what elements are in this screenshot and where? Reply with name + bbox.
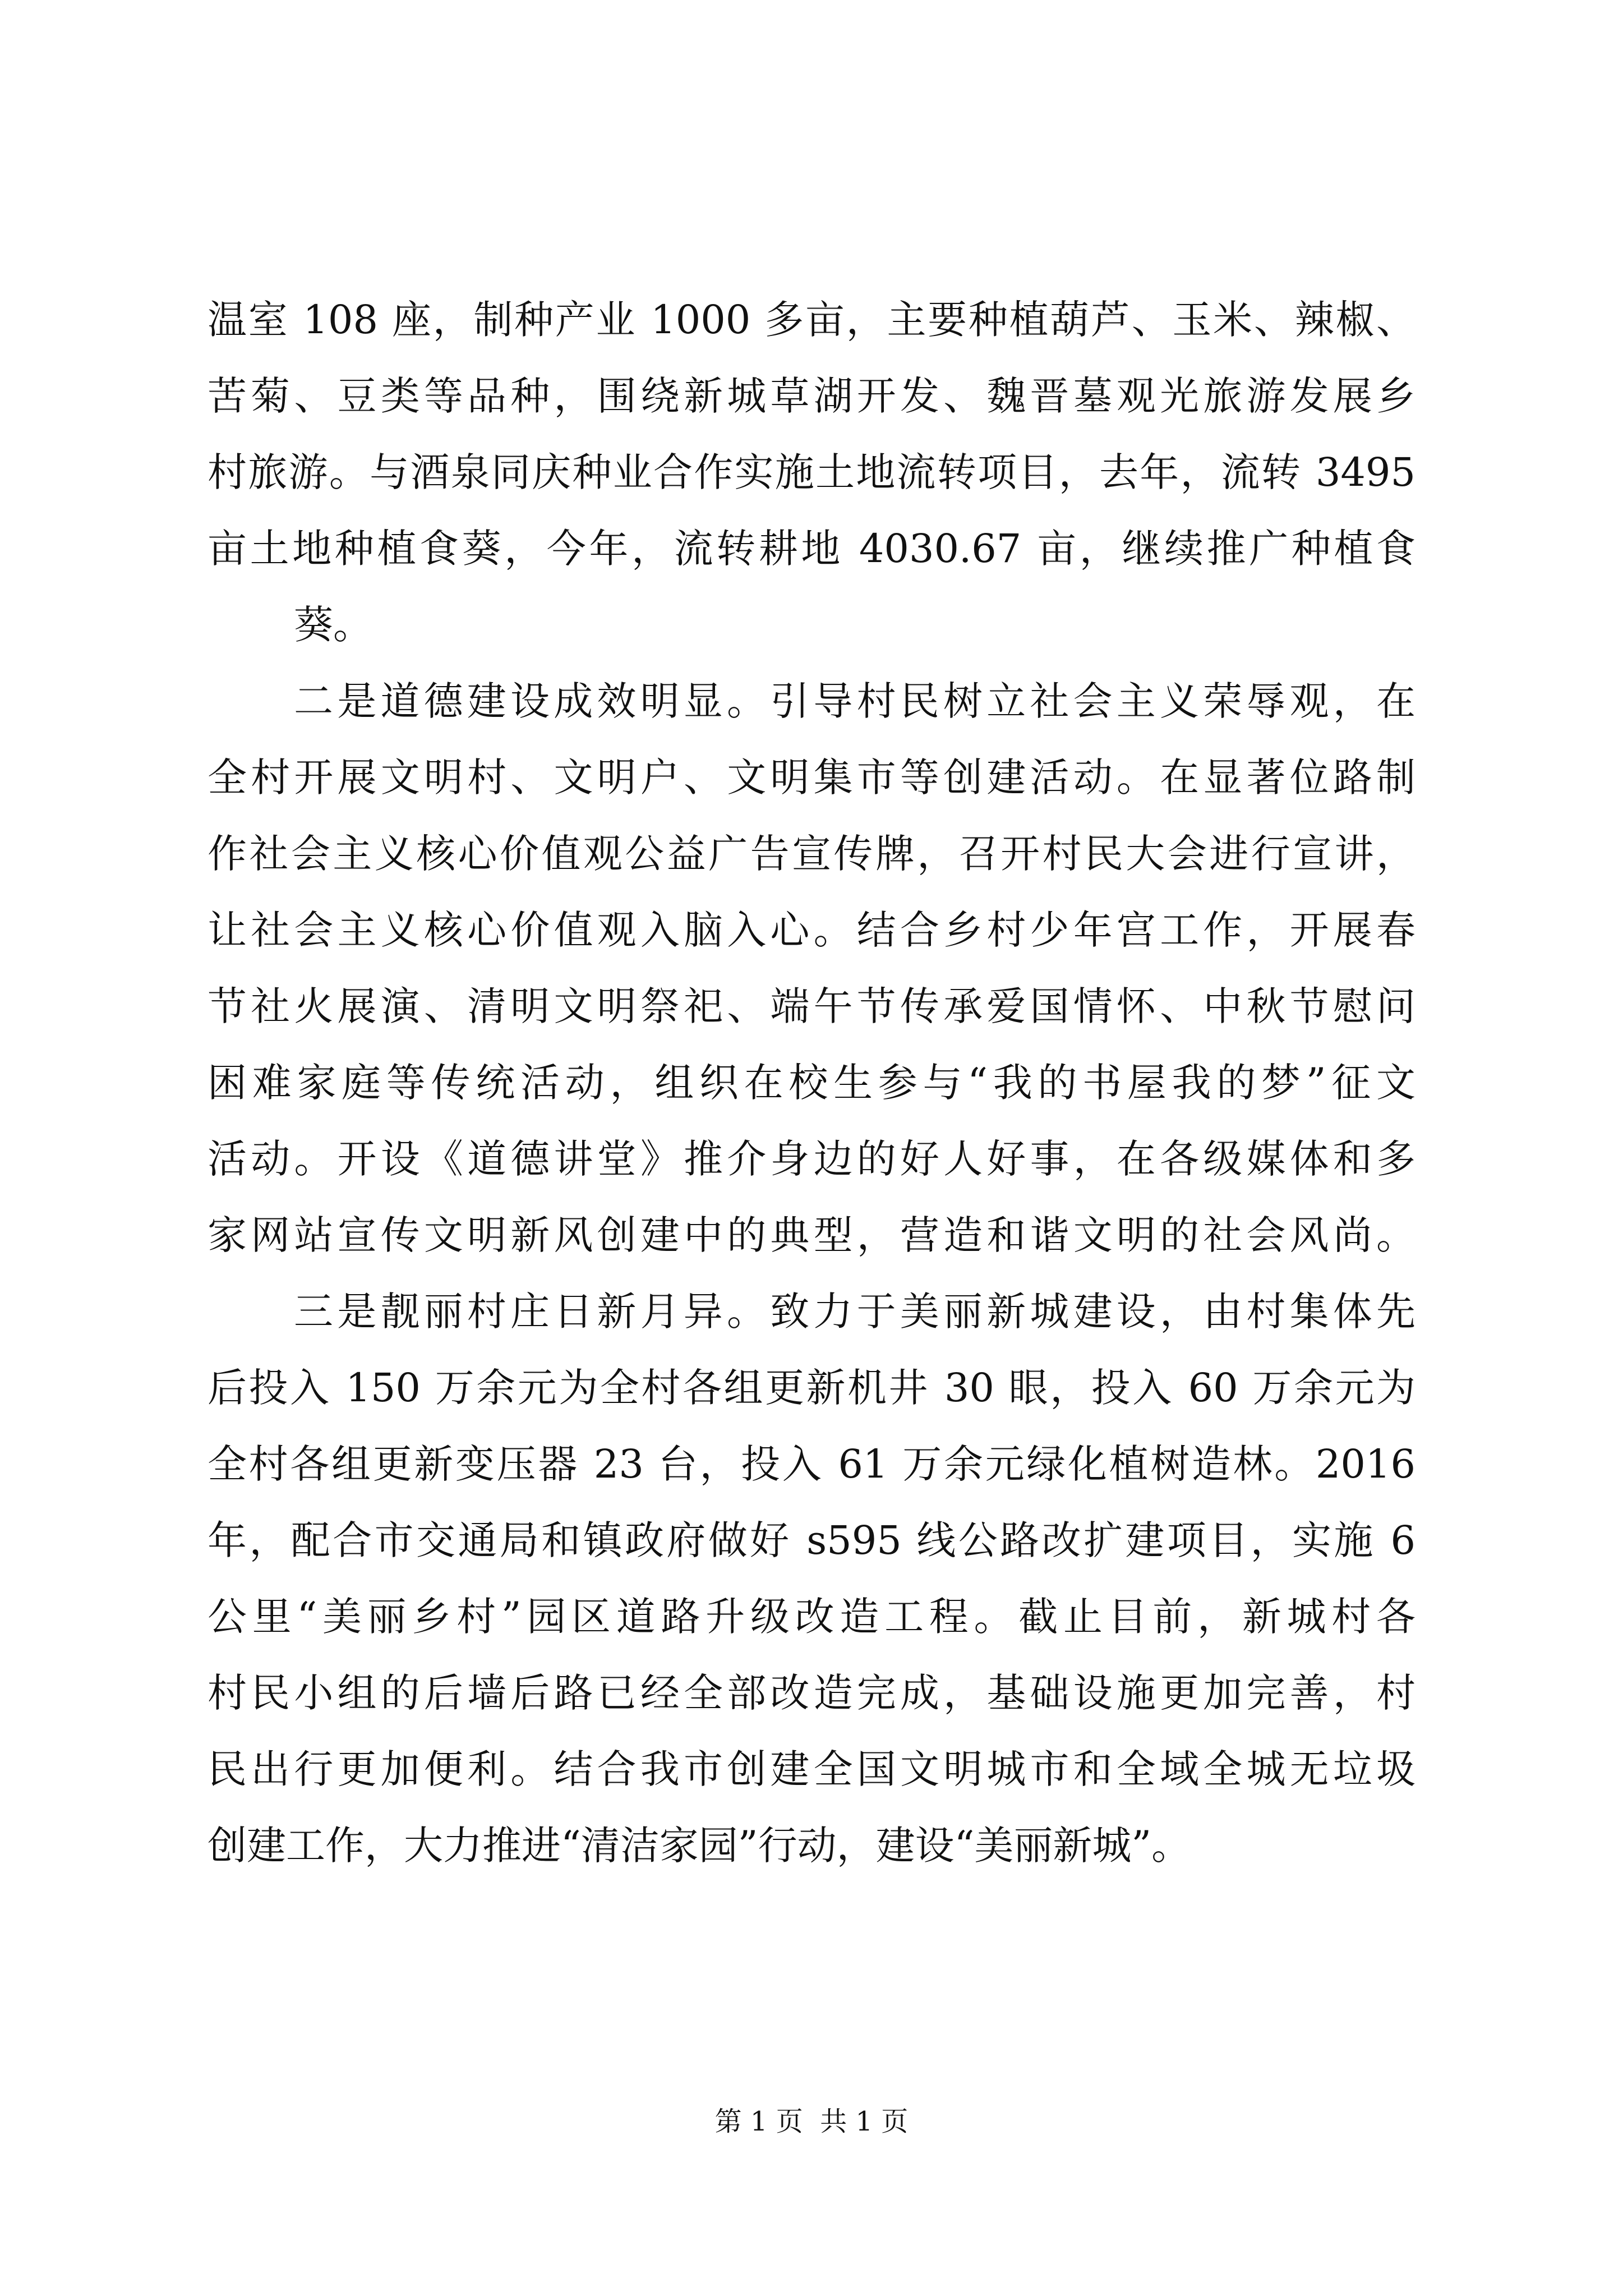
text-line: 后投入 150 万余元为全村各组更新机井 30 眼，投入 60 万余元为 (208, 1365, 1415, 1411)
text-line: 苦菊、豆类等品种，围绕新城草湖开发、魏晋墓观光旅游发展乡 (208, 373, 1415, 419)
text-line: 节社火展演、清明文明祭祀、端午节传承爱国情怀、中秋节慰问 (208, 983, 1415, 1029)
text-line: 困难家庭等传统活动，组织在校生参与“我的书屋我的梦”征文 (208, 1060, 1415, 1106)
paragraph-start-line: 二是道德建设成效明显。引导村民树立社会主义荣辱观，在 (294, 678, 1415, 724)
text-line: 村旅游。与酒泉同庆种业合作实施土地流转项目，去年，流转 3495 (208, 449, 1415, 495)
text-line: 民出行更加便利。结合我市创建全国文明城市和全域全城无垃圾 (208, 1746, 1415, 1792)
text-line: 公里“美丽乡村”园区道路升级改造工程。截止目前，新城村各 (208, 1594, 1415, 1640)
text-line: 全村开展文明村、文明户、文明集市等创建活动。在显著位路制 (208, 754, 1415, 800)
paragraph-start-line: 三是靓丽村庄日新月异。致力于美丽新城建设，由村集体先 (294, 1289, 1415, 1335)
text-line: 家网站宣传文明新风创建中的典型，营造和谐文明的社会风尚。 (208, 1212, 1415, 1258)
text-line: 作社会主义核心价值观公益广告宣传牌，召开村民大会进行宣讲， (208, 831, 1415, 877)
text-line: 全村各组更新变压器 23 台，投入 61 万余元绿化植树造林。2016 (208, 1441, 1415, 1487)
text-line: 亩土地种植食葵，今年，流转耕地 4030.67 亩，继续推广种植食 (208, 526, 1415, 572)
page-footer: 第 1 页 共 1 页 (714, 2106, 909, 2137)
text-line: 年，配合市交通局和镇政府做好 s595 线公路改扩建项目，实施 6 (208, 1517, 1415, 1563)
text-line: 葵。 (294, 602, 372, 648)
text-line: 村民小组的后墙后路已经全部改造完成，基础设施更加完善，村 (208, 1670, 1415, 1716)
text-line: 创建工作，大力推进“清洁家园”行动，建设“美丽新城”。 (208, 1823, 1191, 1869)
text-line: 温室 108 座，制种产业 1000 多亩，主要种植葫芦、玉米、辣椒、 (208, 297, 1415, 343)
text-line: 活动。开设《道德讲堂》推介身边的好人好事，在各级媒体和多 (208, 1136, 1415, 1182)
text-line: 让社会主义核心价值观入脑入心。结合乡村少年宫工作，开展春 (208, 907, 1415, 953)
